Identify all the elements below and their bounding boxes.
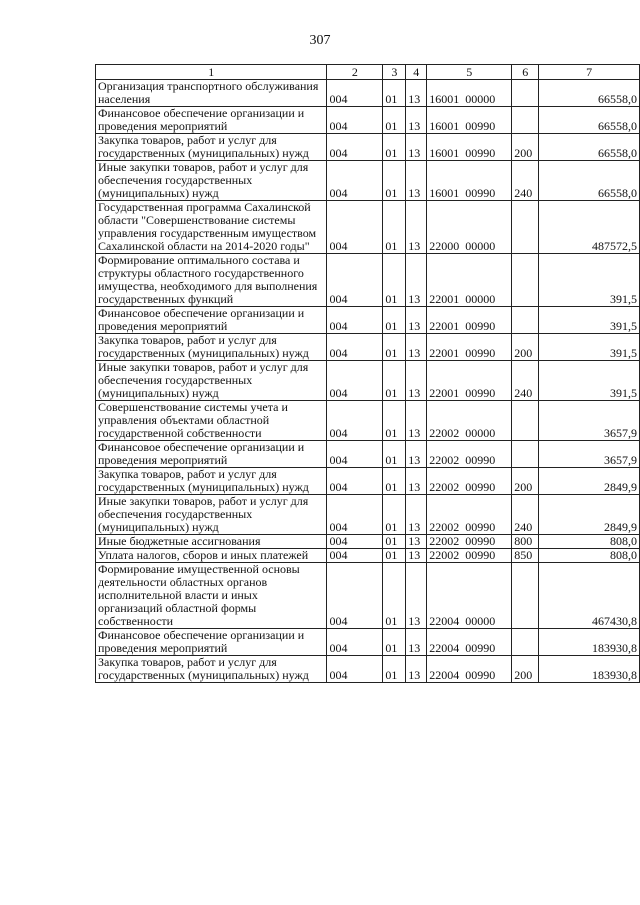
- cell-target-article: 22001 00990: [427, 361, 512, 401]
- cell-subsection: 13: [406, 629, 427, 656]
- cell-amount: 66558,0: [539, 134, 640, 161]
- table-row: [96, 441, 640, 468]
- cell-name: Совершенствование системы учета и управления объектами областной государственной собственности: [96, 401, 327, 441]
- cell-subsection: 13: [406, 307, 427, 334]
- column-header-4: 4: [406, 65, 427, 80]
- cell-admin-code: 004: [327, 161, 383, 201]
- cell-name: Закупка товаров, работ и услуг для государственных (муниципальных) нужд: [96, 656, 327, 683]
- cell-name: Организация транспортного обслуживания населения: [96, 80, 327, 107]
- cell-amount: 66558,0: [539, 107, 640, 134]
- cell-target-article: 22002 00990: [427, 549, 512, 563]
- table-row: [96, 656, 640, 683]
- cell-section: 01: [383, 254, 406, 307]
- table-row: [96, 307, 640, 334]
- cell-expense-type: [512, 254, 539, 307]
- table-row: [96, 361, 640, 401]
- cell-name: Уплата налогов, сборов и иных платежей: [96, 549, 327, 563]
- cell-admin-code: 004: [327, 307, 383, 334]
- cell-admin-code: 004: [327, 361, 383, 401]
- cell-amount: 2849,9: [539, 495, 640, 535]
- cell-expense-type: [512, 629, 539, 656]
- cell-amount: 808,0: [539, 535, 640, 549]
- cell-name: Финансовое обеспечение организации и проведения мероприятий: [96, 629, 327, 656]
- cell-subsection: 13: [406, 80, 427, 107]
- cell-admin-code: 004: [327, 134, 383, 161]
- cell-subsection: 13: [406, 468, 427, 495]
- table-row: [96, 80, 640, 107]
- cell-section: 01: [383, 495, 406, 535]
- table-row: [96, 254, 640, 307]
- cell-amount: 2849,9: [539, 468, 640, 495]
- column-header-3: 3: [383, 65, 406, 80]
- cell-name: Финансовое обеспечение организации и проведения мероприятий: [96, 107, 327, 134]
- cell-amount: 808,0: [539, 549, 640, 563]
- cell-section: 01: [383, 549, 406, 563]
- cell-admin-code: 004: [327, 535, 383, 549]
- cell-admin-code: 004: [327, 563, 383, 629]
- cell-target-article: 16001 00990: [427, 107, 512, 134]
- cell-section: 01: [383, 401, 406, 441]
- cell-expense-type: 240: [512, 161, 539, 201]
- table-row: [96, 201, 640, 254]
- cell-amount: 3657,9: [539, 401, 640, 441]
- cell-amount: 391,5: [539, 254, 640, 307]
- cell-admin-code: 004: [327, 495, 383, 535]
- cell-amount: 487572,5: [539, 201, 640, 254]
- cell-section: 01: [383, 201, 406, 254]
- cell-target-article: 22000 00000: [427, 201, 512, 254]
- cell-admin-code: 004: [327, 441, 383, 468]
- cell-admin-code: 004: [327, 549, 383, 563]
- cell-target-article: 22004 00990: [427, 629, 512, 656]
- cell-section: 01: [383, 629, 406, 656]
- cell-section: 01: [383, 161, 406, 201]
- page-number: 307: [309, 33, 331, 48]
- table-row: [96, 563, 640, 629]
- cell-subsection: 13: [406, 107, 427, 134]
- column-header-6: 6: [512, 65, 539, 80]
- cell-name: Государственная программа Сахалинской области "Совершенствование системы управления государственным имуществом Сахалинской области на 2014-2020 годы": [96, 201, 327, 254]
- cell-name: Иные закупки товаров, работ и услуг для обеспечения государственных (муниципальных) нужд: [96, 495, 327, 535]
- cell-subsection: 13: [406, 201, 427, 254]
- cell-name: Закупка товаров, работ и услуг для государственных (муниципальных) нужд: [96, 134, 327, 161]
- cell-name: Иные закупки товаров, работ и услуг для обеспечения государственных (муниципальных) нужд: [96, 361, 327, 401]
- column-header-7: 7: [539, 65, 640, 80]
- table-row: [96, 495, 640, 535]
- cell-expense-type: 850: [512, 549, 539, 563]
- cell-target-article: 22001 00000: [427, 254, 512, 307]
- cell-expense-type: [512, 80, 539, 107]
- cell-name: Финансовое обеспечение организации и проведения мероприятий: [96, 441, 327, 468]
- cell-admin-code: 004: [327, 401, 383, 441]
- cell-target-article: 22002 00990: [427, 495, 512, 535]
- cell-name: Иные закупки товаров, работ и услуг для обеспечения государственных (муниципальных) нужд: [96, 161, 327, 201]
- cell-expense-type: 800: [512, 535, 539, 549]
- cell-expense-type: [512, 563, 539, 629]
- budget-table: [95, 64, 640, 683]
- cell-amount: 66558,0: [539, 161, 640, 201]
- table-row: [96, 161, 640, 201]
- cell-target-article: 16001 00000: [427, 80, 512, 107]
- cell-section: 01: [383, 468, 406, 495]
- cell-subsection: 13: [406, 563, 427, 629]
- cell-admin-code: 004: [327, 656, 383, 683]
- cell-expense-type: 200: [512, 334, 539, 361]
- table-header-row: [96, 65, 640, 80]
- cell-section: 01: [383, 334, 406, 361]
- cell-target-article: 22002 00990: [427, 441, 512, 468]
- cell-expense-type: 200: [512, 468, 539, 495]
- table-row: [96, 334, 640, 361]
- cell-amount: 66558,0: [539, 80, 640, 107]
- cell-section: 01: [383, 441, 406, 468]
- table-row: [96, 401, 640, 441]
- table-body: [96, 80, 640, 683]
- cell-name: Формирование имущественной основы деятельности областных органов исполнительной власти и иных организаций областной формы собственности: [96, 563, 327, 629]
- cell-expense-type: 240: [512, 361, 539, 401]
- cell-admin-code: 004: [327, 107, 383, 134]
- cell-subsection: 13: [406, 134, 427, 161]
- cell-expense-type: [512, 307, 539, 334]
- cell-section: 01: [383, 307, 406, 334]
- cell-target-article: 22002 00990: [427, 468, 512, 495]
- cell-subsection: 13: [406, 254, 427, 307]
- column-header-2: 2: [327, 65, 383, 80]
- column-header-1: 1: [96, 65, 327, 80]
- cell-amount: 391,5: [539, 334, 640, 361]
- cell-admin-code: 004: [327, 80, 383, 107]
- cell-amount: 391,5: [539, 361, 640, 401]
- cell-expense-type: [512, 201, 539, 254]
- cell-section: 01: [383, 361, 406, 401]
- cell-subsection: 13: [406, 656, 427, 683]
- cell-amount: 3657,9: [539, 441, 640, 468]
- table-row: [96, 535, 640, 549]
- cell-name: Закупка товаров, работ и услуг для государственных (муниципальных) нужд: [96, 334, 327, 361]
- cell-subsection: 13: [406, 495, 427, 535]
- cell-target-article: 16001 00990: [427, 134, 512, 161]
- cell-subsection: 13: [406, 535, 427, 549]
- cell-section: 01: [383, 656, 406, 683]
- cell-expense-type: [512, 401, 539, 441]
- cell-name: Формирование оптимального состава и структуры областного государственного имущества, необходимого для выполнения государственных функций: [96, 254, 327, 307]
- cell-name: Иные бюджетные ассигнования: [96, 535, 327, 549]
- cell-subsection: 13: [406, 401, 427, 441]
- cell-subsection: 13: [406, 549, 427, 563]
- cell-amount: 183930,8: [539, 656, 640, 683]
- cell-target-article: 22001 00990: [427, 307, 512, 334]
- cell-target-article: 22004 00000: [427, 563, 512, 629]
- cell-section: 01: [383, 80, 406, 107]
- cell-admin-code: 004: [327, 254, 383, 307]
- cell-amount: 183930,8: [539, 629, 640, 656]
- cell-target-article: 22002 00000: [427, 401, 512, 441]
- table-row: [96, 107, 640, 134]
- cell-expense-type: 240: [512, 495, 539, 535]
- cell-section: 01: [383, 134, 406, 161]
- cell-target-article: 16001 00990: [427, 161, 512, 201]
- cell-admin-code: 004: [327, 201, 383, 254]
- cell-subsection: 13: [406, 161, 427, 201]
- cell-amount: 391,5: [539, 307, 640, 334]
- cell-subsection: 13: [406, 441, 427, 468]
- cell-amount: 467430,8: [539, 563, 640, 629]
- cell-target-article: 22001 00990: [427, 334, 512, 361]
- cell-expense-type: 200: [512, 134, 539, 161]
- cell-subsection: 13: [406, 334, 427, 361]
- cell-section: 01: [383, 535, 406, 549]
- cell-section: 01: [383, 107, 406, 134]
- cell-admin-code: 004: [327, 468, 383, 495]
- cell-name: Финансовое обеспечение организации и проведения мероприятий: [96, 307, 327, 334]
- cell-subsection: 13: [406, 361, 427, 401]
- cell-expense-type: [512, 441, 539, 468]
- cell-expense-type: 200: [512, 656, 539, 683]
- cell-expense-type: [512, 107, 539, 134]
- cell-target-article: 22002 00990: [427, 535, 512, 549]
- cell-target-article: 22004 00990: [427, 656, 512, 683]
- cell-section: 01: [383, 563, 406, 629]
- cell-admin-code: 004: [327, 629, 383, 656]
- table-row: [96, 468, 640, 495]
- table-row: [96, 134, 640, 161]
- column-header-5: 5: [427, 65, 512, 80]
- table-row: [96, 629, 640, 656]
- cell-admin-code: 004: [327, 334, 383, 361]
- table-row: [96, 549, 640, 563]
- cell-name: Закупка товаров, работ и услуг для государственных (муниципальных) нужд: [96, 468, 327, 495]
